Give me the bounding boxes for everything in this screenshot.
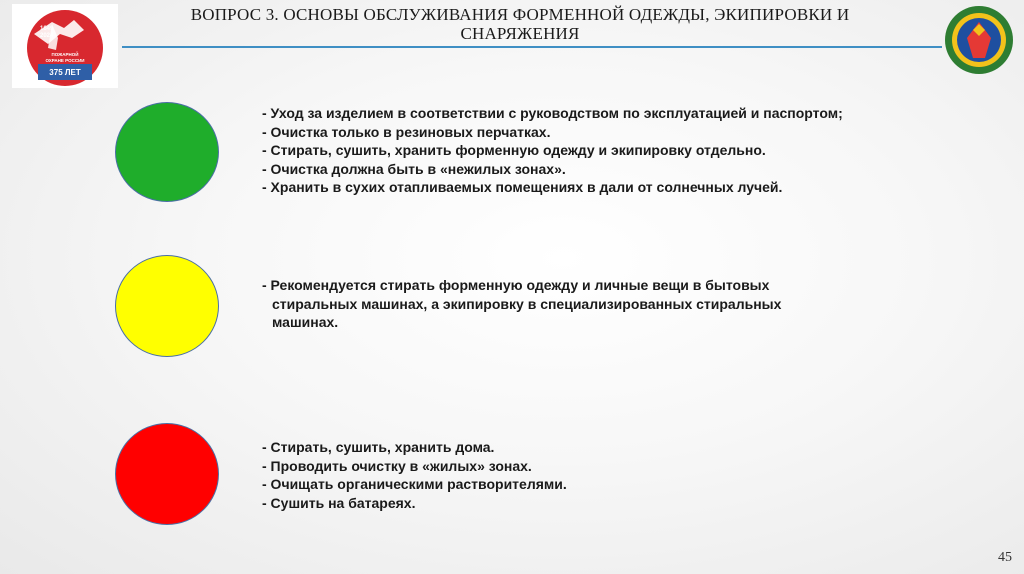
page-number: 45: [998, 550, 1012, 565]
list-item: - Хранить в сухих отапливаемых помещениях в дали от солнечных лучей.: [262, 179, 783, 195]
red-prohibitions: [262, 438, 567, 512]
logo-caption-1: ПОЖАРНОЙ: [51, 52, 79, 57]
list-item: - Рекомендуется стирать форменную одежду и личные вещи в бытовых: [262, 277, 770, 293]
list-item-continuation: машинах.: [272, 314, 339, 330]
list-item: - Очистка должна быть в «нежилых зонах».: [262, 160, 566, 177]
title-underline: [122, 46, 942, 48]
green-indicator-circle: [115, 102, 219, 202]
yellow-recommendations: [262, 276, 781, 332]
list-item: - Очистка только в резиновых перчатках.: [262, 123, 551, 140]
list-item: - Уход за изделием в соответствии с руководством по эксплуатацией и паспортом;: [262, 105, 843, 121]
logo-caption-3: 375 ЛЕТ: [49, 68, 81, 77]
list-item: - Сушить на батареях.: [262, 494, 416, 511]
anniversary-logo: [12, 4, 118, 88]
emblem-icon: [943, 0, 1015, 80]
yellow-indicator-circle: [115, 255, 219, 357]
slide-title-line-1: ВОПРОС 3. ОСНОВЫ ОБСЛУЖИВАНИЯ ФОРМЕННОЙ ОДЕЖДЫ, ЭКИПИРОВКИ И: [190, 5, 850, 24]
red-indicator-circle: [115, 423, 219, 525]
logo-caption-2: ОХРАНЕ РОССИИ: [45, 58, 85, 63]
fire-service-375-logo: [12, 4, 118, 88]
list-item: - Очищать органическими растворителями.: [262, 476, 567, 492]
slide-title-line-2: СНАРЯЖЕНИЯ: [460, 24, 580, 43]
list-item: - Стирать, сушить, хранить форменную одежду и экипировку отдельно.: [262, 142, 766, 158]
list-item: - Стирать, сушить, хранить дома.: [262, 439, 495, 455]
green-recommendations: [262, 104, 843, 197]
year-end: 2024: [40, 33, 54, 39]
list-item: - Проводить очистку в «жилых» зонах.: [262, 457, 532, 474]
slide-title: [135, 5, 905, 43]
year-start: 1649: [40, 26, 54, 32]
emchs-emblem: [943, 0, 1015, 80]
list-item-continuation: стиральных машинах, а экипировку в специализированных стиральных: [272, 295, 782, 312]
